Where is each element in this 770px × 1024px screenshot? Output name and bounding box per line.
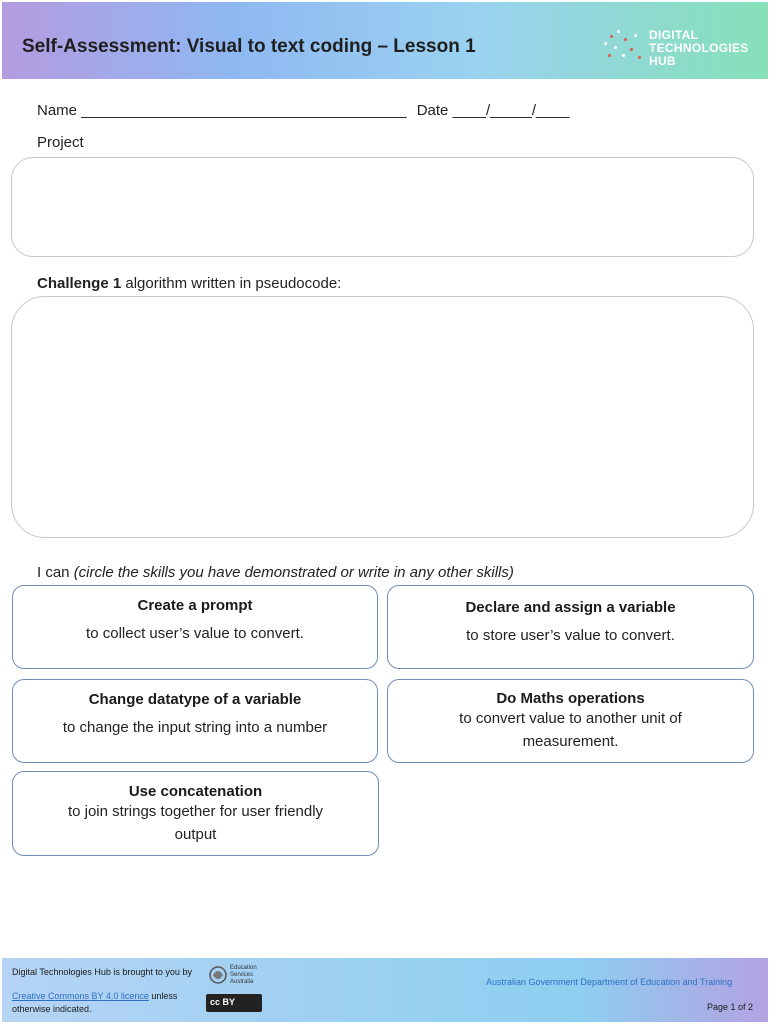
skills-intro xyxy=(37,564,514,581)
footer-licence-line2: otherwise indicated. xyxy=(12,1004,92,1014)
skill-card-create-prompt[interactable] xyxy=(12,585,378,669)
header-banner xyxy=(2,2,768,79)
skills-intro-text: I can xyxy=(37,564,74,581)
licence-link[interactable]: Creative Commons BY 4.0 licence xyxy=(12,991,149,1001)
page-number: Page 1 of 2 xyxy=(707,1002,754,1012)
footer-department: Australian Government Department of Education and Training xyxy=(486,977,733,987)
logo-line: HUB xyxy=(649,54,676,68)
esa-emblem-icon xyxy=(208,965,228,985)
logo-dot-icon xyxy=(608,54,611,57)
name-field[interactable]: _______________________________________ xyxy=(81,102,407,119)
logo-dot-icon xyxy=(630,48,633,51)
creative-commons-badge xyxy=(206,994,262,1012)
skill-card-title: Use concatenation xyxy=(128,783,263,800)
logo-dot-icon xyxy=(622,54,625,57)
skills-intro-instruction: (circle the skills you have demonstrated or write in any other skills) xyxy=(73,564,514,581)
skill-card-change-datatype[interactable] xyxy=(12,679,378,763)
cc-badge-text: cc BY xyxy=(210,997,236,1007)
skill-card-declare-variable[interactable] xyxy=(387,585,754,669)
name-date-line xyxy=(37,102,569,119)
logo-dot-icon xyxy=(614,46,617,49)
skill-card-title: Create a prompt xyxy=(137,597,253,614)
project-label: Project xyxy=(37,134,84,151)
page-title: Self-Assessment: Visual to text coding – Lesson 1 xyxy=(22,36,476,57)
challenge-desc: algorithm written in pseudocode: xyxy=(121,275,342,292)
skill-card-desc: to store user’s value to convert. xyxy=(466,627,675,644)
logo-line: TECHNOLOGIES xyxy=(649,41,749,55)
date-label: Date xyxy=(416,102,449,119)
skill-card-desc: to convert value to another unit of measurement. xyxy=(459,710,682,750)
logo-dot-icon xyxy=(604,42,607,45)
skill-card-desc: to collect user’s value to convert. xyxy=(86,625,304,642)
skill-card-desc: to join strings together for user friendly output xyxy=(67,803,324,843)
skill-card-maths-operations[interactable] xyxy=(387,679,754,763)
education-services-australia-logo xyxy=(208,965,264,985)
skill-card-title: Declare and assign a variable xyxy=(465,599,676,616)
skill-card-title: Do Maths operations xyxy=(496,690,645,707)
project-box[interactable] xyxy=(11,157,754,257)
date-field[interactable]: ____/_____/____ xyxy=(452,102,570,119)
skill-card-title: Change datatype of a variable xyxy=(88,691,302,708)
esa-logo-text: Education Services Australia xyxy=(230,965,257,985)
logo-dot-icon xyxy=(617,30,620,33)
footer-licence xyxy=(12,991,177,1001)
digital-technologies-hub-logo xyxy=(602,26,762,70)
pseudocode-box[interactable] xyxy=(11,296,754,538)
skill-card-concatenation[interactable] xyxy=(12,771,379,856)
logo-dot-icon xyxy=(638,56,641,59)
logo-dot-icon xyxy=(610,35,613,38)
skill-card-desc: to change the input string into a number xyxy=(62,719,328,736)
challenge-label xyxy=(37,275,341,292)
logo-dot-icon xyxy=(634,34,637,37)
logo-text xyxy=(649,29,749,68)
logo-line: DIGITAL xyxy=(649,28,699,42)
licence-text: unless xyxy=(148,991,178,1001)
challenge-title: Challenge 1 xyxy=(37,275,122,292)
footer-brought-by: Digital Technologies Hub is brought to you by xyxy=(12,967,192,977)
name-label: Name xyxy=(37,102,78,119)
logo-dot-icon xyxy=(624,38,627,41)
